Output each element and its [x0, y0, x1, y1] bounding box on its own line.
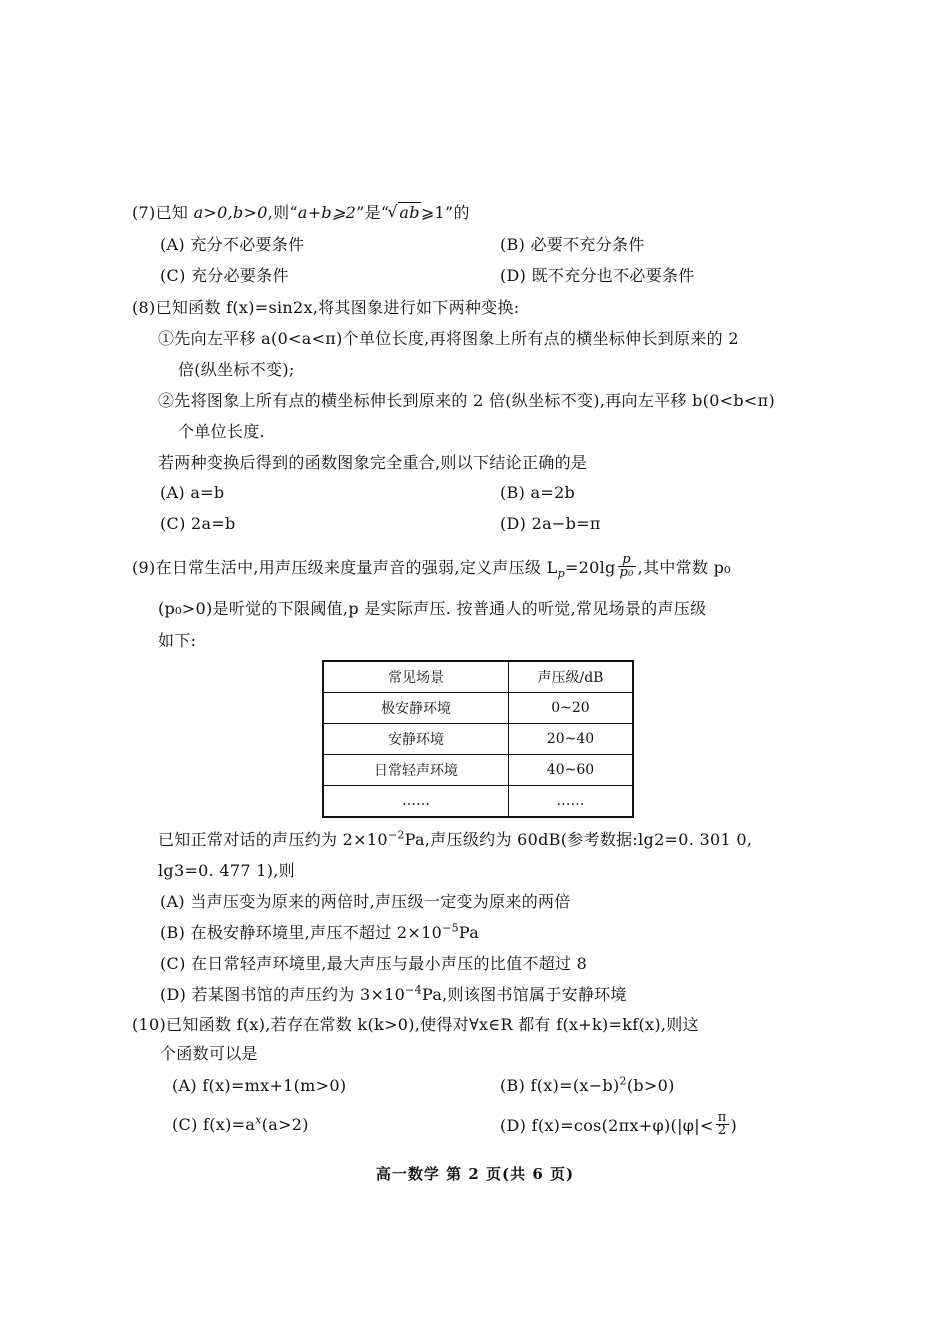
q8-option-d: (D) 2a−b=π	[500, 514, 601, 533]
q8-transform-1-line1: ①先向左平移 a(0<a<π)个单位长度,再将图象上所有点的横坐标伸长到原来的 2	[158, 329, 739, 348]
table-cell: 40~60	[508, 755, 633, 786]
table-cell: ……	[508, 786, 633, 818]
q8-option-a: (A) a=b	[160, 483, 225, 502]
table-header-cell: 常见场景	[323, 661, 508, 693]
q10-stem-line1: (10)已知函数 f(x),若存在常数 k(k>0),使得对∀x∈R 都有 f(x+k)=kf(x),则这	[132, 1015, 699, 1034]
q9-option-b: (B) 在极安静环境里,声压不超过 $2\times 10^{-5}Pa$	[160, 921, 480, 942]
q9-stem-line1: (9)在日常生活中,用声压级来度量声音的强弱,定义声压级 $L_p=20\lg$ $\frac{p}{\text{p₀}}$ ,其中常数 p₀	[132, 552, 731, 581]
q7-option-c: (C) 充分必要条件	[160, 266, 289, 285]
table-cell: 安静环境	[323, 724, 508, 755]
q8-transform-1-line2: 倍(纵坐标不变);	[178, 360, 295, 379]
fraction-p-over-p0: $\frac{p}{\text{p₀}}$	[619, 552, 634, 580]
table-cell: 日常轻声环境	[323, 755, 508, 786]
q7-stem: (7)已知 a>0,b>0,则“a+b⩾2”是“√ ab⩾1”的	[132, 202, 470, 224]
q8-option-c: (C) 2a=b	[160, 514, 236, 533]
table-cell: 20~40	[508, 724, 633, 755]
q10-option-c: (C) $f(x)=a^x(a>2)$	[172, 1113, 309, 1134]
q9-stem-line3: 如下:	[158, 631, 197, 650]
table-cell: 极安静环境	[323, 693, 508, 724]
q10-option-d: (D) f(x)=cos(2πx+φ)(|φ|< $\frac{\pi}{2}$ )	[500, 1110, 738, 1138]
table-cell: ……	[323, 786, 508, 818]
table-row	[323, 755, 633, 786]
table-row	[323, 693, 633, 724]
q9-option-d: (D) 若某图书馆的声压约为 $3\times 10^{-4}Pa$,则该图书馆属于安静环境	[160, 983, 627, 1004]
table-row	[323, 786, 633, 818]
sqrt-ab: √ ab	[389, 202, 420, 224]
table-header-row	[323, 661, 633, 693]
q9-option-a: (A) 当声压变为原来的两倍时,声压级一定变为原来的两倍	[160, 892, 571, 911]
fraction-pi-over-2: $\frac{\pi}{2}$	[717, 1110, 727, 1138]
table-cell: 0~20	[508, 693, 633, 724]
q7-option-b: (B) 必要不充分条件	[500, 235, 645, 254]
q9-stem-line2: (p₀>0)是听觉的下限阈值,p 是实际声压. 按普通人的听觉,常见场景的声压级	[158, 599, 707, 618]
q10-stem-line2: 个函数可以是	[160, 1044, 258, 1063]
q8-transform-2-line2: 个单位长度.	[178, 422, 265, 441]
q10-option-b: (B) $f(x)=(x-b)^2(b>0)$	[500, 1074, 675, 1095]
q8-option-b: (B) a=2b	[500, 483, 576, 502]
q8-transform-2-line1: ②先将图象上所有点的横坐标伸长到原来的 2 倍(纵坐标不变),再向左平移 b(0<b<π)	[158, 391, 775, 410]
sound-level-table	[322, 660, 634, 818]
q8-stem: (8)已知函数 f(x)=sin2x,将其图象进行如下两种变换:	[132, 298, 520, 317]
q9-info-line2: lg3=0. 477 1),则	[158, 861, 295, 880]
q7-option-a: (A) 充分不必要条件	[160, 235, 305, 254]
table-header-cell: 声压级/dB	[508, 661, 633, 693]
q9-option-c: (C) 在日常轻声环境里,最大声压与最小声压的比值不超过 8	[160, 954, 588, 973]
q8-question: 若两种变换后得到的函数图象完全重合,则以下结论正确的是	[158, 453, 588, 472]
q7-option-d: (D) 既不充分也不必要条件	[500, 266, 695, 285]
q10-option-a: (A) f(x)=mx+1(m>0)	[172, 1076, 347, 1095]
q9-info-line1: 已知正常对话的声压约为 $2\times 10^{-2}Pa$,声压级约为 60dB(参考数据:lg2=0. 301 0,	[158, 828, 753, 849]
table-row	[323, 724, 633, 755]
page-footer: 高一数学 第 2 页(共 6 页)	[375, 1165, 575, 1183]
